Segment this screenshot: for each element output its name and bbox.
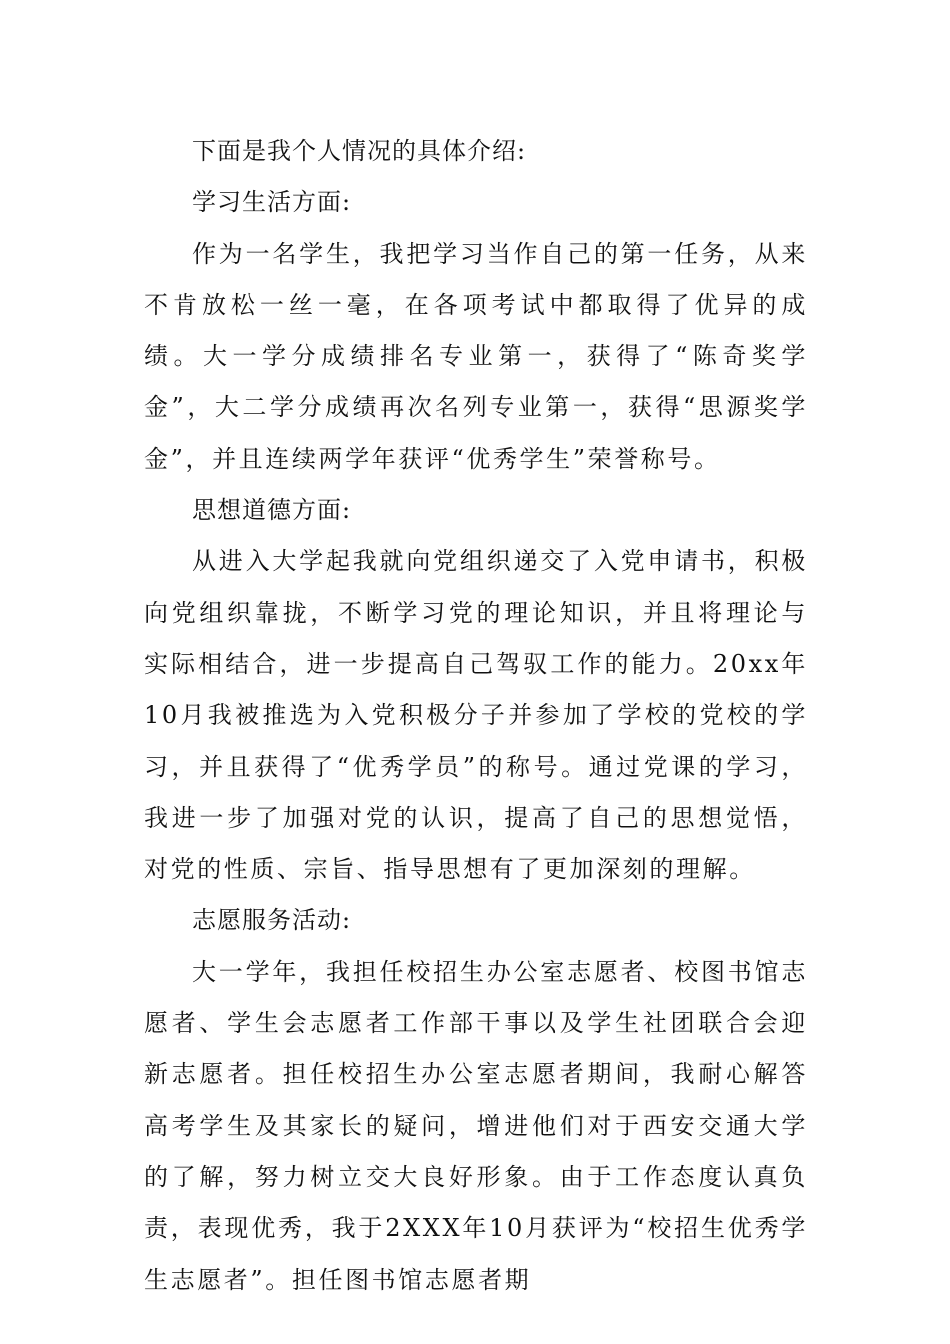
- ideology-morality-heading: 思想道德方面:: [192, 496, 352, 525]
- intro-heading: 下面是我个人情况的具体介绍:: [192, 137, 527, 165]
- ideology-morality-paragraph: 从进入大学起我就向党组织递交了入党申请书，积极向党组织靠拢，不断学习党的理论知识，并且将理论与实际相结合，进一步提高自己驾驭工作的能力。20xx年10月我被推选为入党积极分子并参加了学校的党校的学习，并且获得了“优秀学员”的称号。通过党课的学习，我进一步了加强对党的认识，提高了自己的思想觉悟，对党的性质、宗旨、指导思想有了更加深刻的理解。: [144, 547, 808, 884]
- volunteer-service-heading: 志愿服务活动:: [192, 906, 352, 935]
- volunteer-service-paragraph: 大一学年，我担任校招生办公室志愿者、校图书馆志愿者、学生会志愿者工作部干事以及学生社团联合会迎新志愿者。担任校招生办公室志愿者期间，我耐心解答高考学生及其家长的疑问，增进他们对于西安交通大学的了解，努力树立交大良好形象。由于工作态度认真负责，表现优秀，我于2XXX年10月获评为“校招生优秀学生志愿者”。担任图书馆志愿者期: [144, 957, 808, 1294]
- study-life-heading: 学习生活方面:: [192, 188, 352, 217]
- study-life-paragraph: 作为一名学生，我把学习当作自己的第一任务，从来不肯放松一丝一毫，在各项考试中都取得了优异的成绩。大一学分成绩排名专业第一，获得了“陈奇奖学金”，大二学分成绩再次名列专业第一，获得“思源奖学金”，并且连续两学年获评“优秀学生”荣誉称号。: [144, 239, 808, 473]
- document-body: [144, 126, 808, 1306]
